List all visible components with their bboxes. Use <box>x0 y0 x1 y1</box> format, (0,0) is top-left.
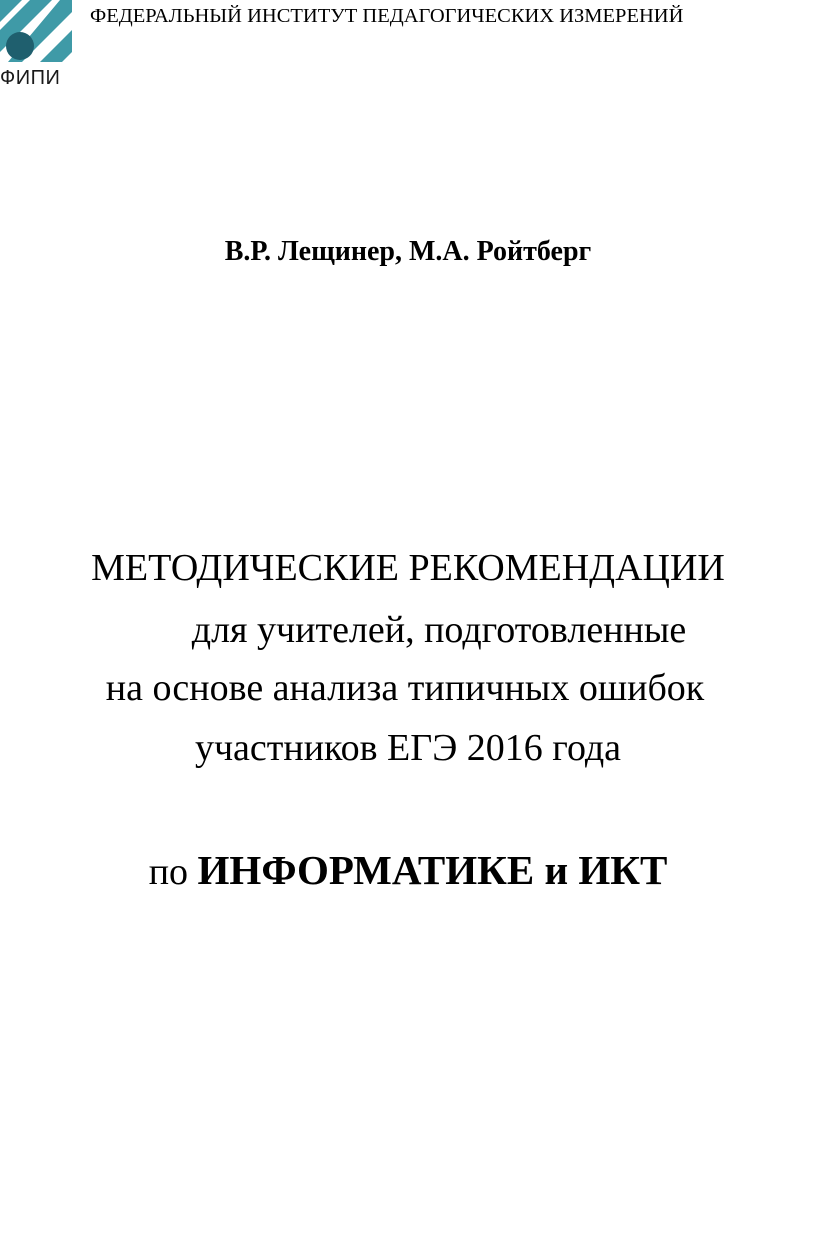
subject-prefix: по <box>148 851 189 893</box>
subject-line <box>0 846 816 896</box>
authors: В.Р. Лещинер, М.А. Ройтберг <box>224 236 592 267</box>
subject-name: ИНФОРМАТИКЕ и ИКТ <box>197 847 668 893</box>
subtitle-line-2: на основе анализа типичных ошибок <box>105 667 705 709</box>
subtitle-line-3: участников ЕГЭ 2016 года <box>194 727 622 769</box>
institute-name: ФЕДЕРАЛЬНЫЙ ИНСТИТУТ ПЕДАГОГИЧЕСКИХ ИЗМЕРЕНИЙ <box>90 5 684 27</box>
logo-text: ФИПИ <box>0 67 61 89</box>
fipi-logo <box>0 0 80 100</box>
document-title: МЕТОДИЧЕСКИЕ РЕКОМЕНДАЦИИ <box>91 547 725 589</box>
subtitle-line-1: для учителей, подготовленные <box>191 609 687 651</box>
fipi-logo-icon <box>0 0 80 70</box>
